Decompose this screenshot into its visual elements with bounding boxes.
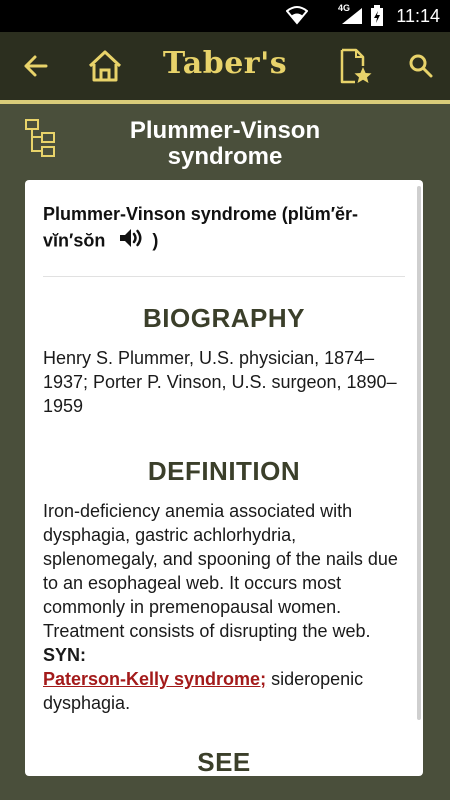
search-icon: [409, 54, 433, 78]
tree-hierarchy-icon: [24, 118, 58, 158]
definition-text: Iron-deficiency anemia associated with dysphagia, gastric achlorhydria, splenomegaly, and spooning of the nails due to an esophageal web. It occurs most commonly in premenopausal women. Treatment consists of disrupting the web.: [43, 501, 398, 641]
app-bar-divider: [0, 100, 450, 104]
scrollbar[interactable]: [417, 186, 421, 720]
bookmark-star-icon: [338, 48, 372, 84]
signal-icon: [340, 6, 364, 26]
wifi-icon: [286, 5, 308, 25]
divider: [43, 276, 405, 277]
synonym-rest: sideropenic dysphagia.: [43, 669, 364, 713]
entry-content: [43, 180, 405, 776]
brand-logo: Taber's: [162, 46, 288, 81]
hierarchy-button[interactable]: [24, 118, 58, 163]
network-type: 4G: [337, 3, 350, 13]
synonym-label: SYN:: [43, 645, 87, 665]
home-button[interactable]: [80, 32, 130, 100]
definition-body: [43, 499, 405, 715]
speaker-icon: [118, 227, 146, 249]
definition-heading: DEFINITION: [147, 456, 301, 486]
battery-icon: [370, 5, 384, 27]
page-title: Plummer-Vinson syndrome: [129, 117, 321, 170]
clock: 11:14: [396, 6, 440, 26]
biography-heading: BIOGRAPHY: [143, 303, 305, 333]
status-bar: [0, 0, 450, 32]
back-arrow-icon: [22, 53, 48, 79]
home-icon: [87, 49, 123, 83]
content-card: [25, 180, 423, 776]
entry-heading: [43, 201, 405, 256]
back-button[interactable]: [10, 32, 60, 100]
biography-text: Henry S. Plummer, U.S. physician, 1874–1937; Porter P. Vinson, U.S. surgeon, 1890–1959: [43, 348, 397, 416]
entry-close-paren: ): [152, 230, 159, 251]
synonym-link[interactable]: Paterson-Kelly syndrome;: [43, 669, 267, 689]
entry-pronunciation: Plummer-Vinson syndrome (plŭm′ĕr-vĭn′sŏn: [43, 204, 359, 251]
see-heading: SEE: [197, 747, 251, 776]
search-button[interactable]: [396, 32, 446, 100]
app-bar: [0, 32, 450, 100]
bookmark-button[interactable]: [330, 32, 380, 100]
audio-button[interactable]: [118, 227, 146, 256]
